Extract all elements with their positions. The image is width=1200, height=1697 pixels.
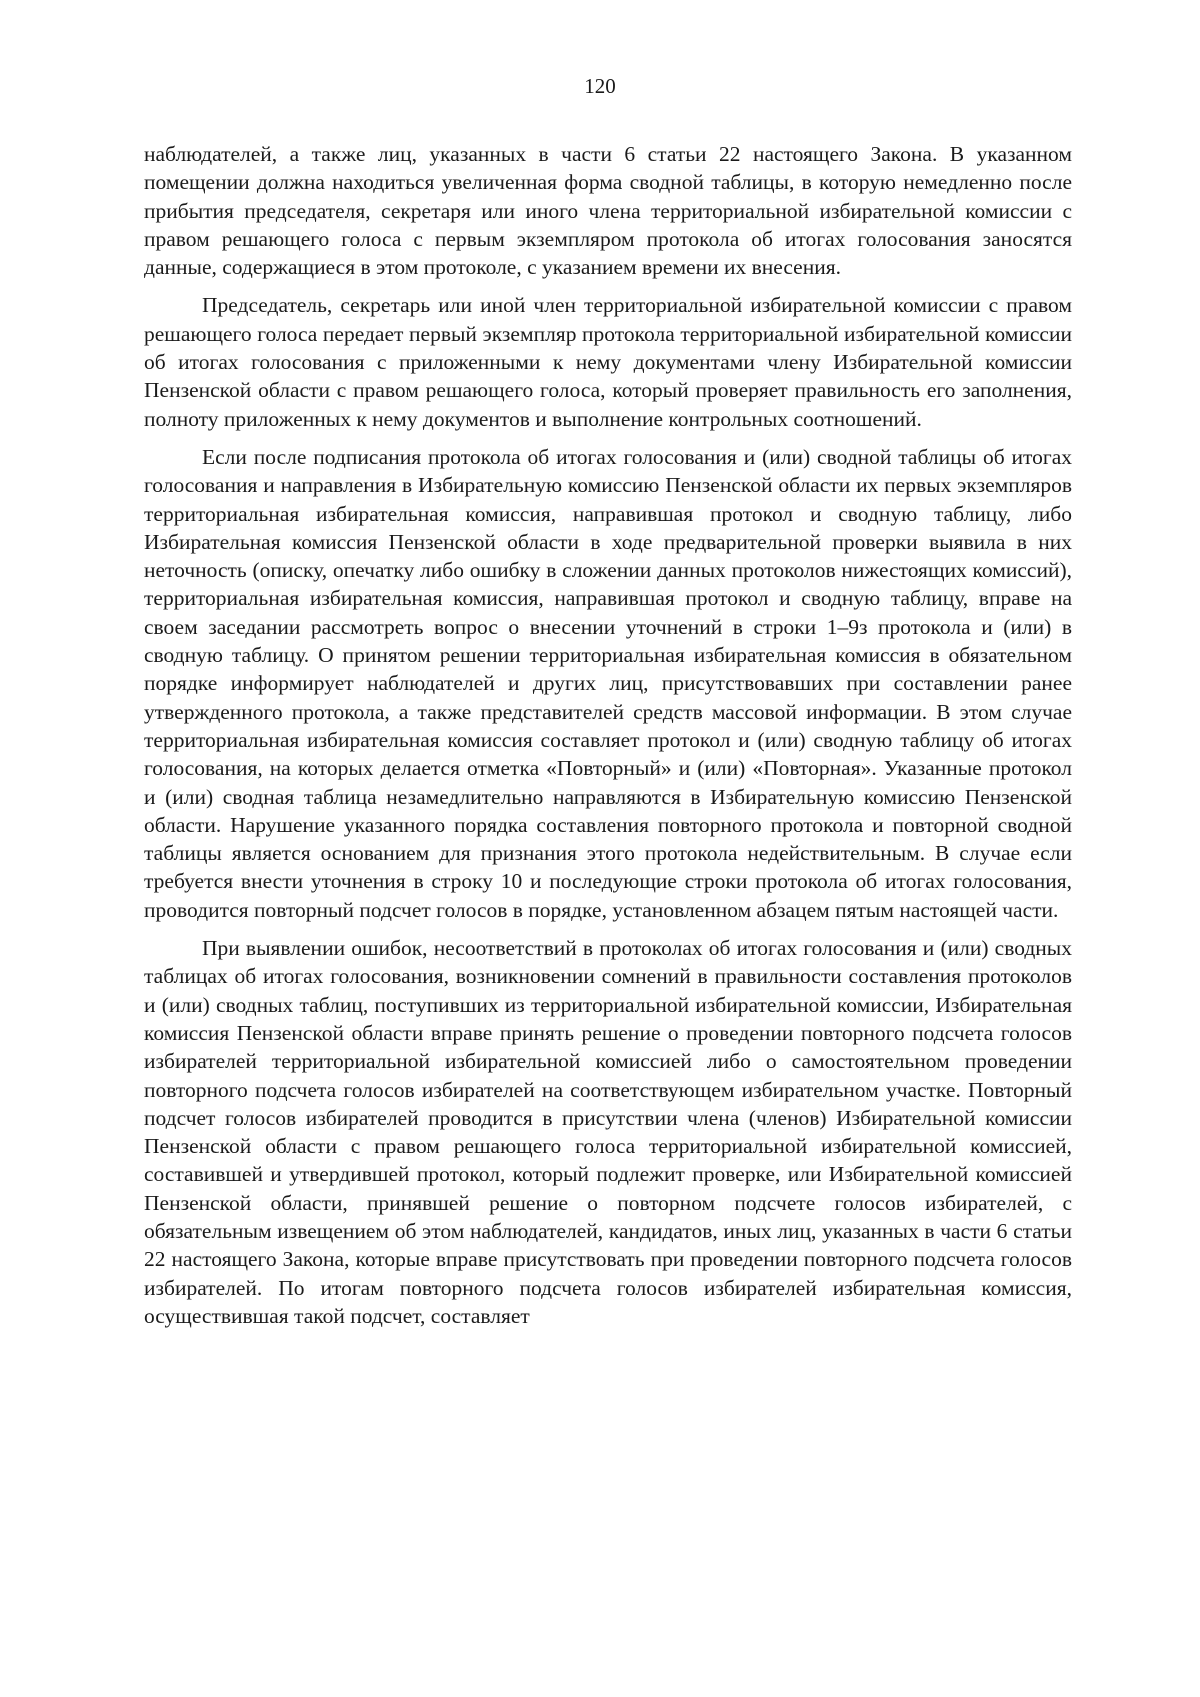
- paragraph: Председатель, секретарь или иной член территориальной избирательной комиссии с правом решающего голоса передает первый экземпляр протокола территориальной избирательной комиссии об итогах голосования с приложенными к нему документами члену Избирательной комиссии Пензенской области с правом решающего голоса, который проверяет правильность его заполнения, полноту приложенных к нему документов и выполнение контрольных соотношений.: [144, 293, 1072, 431]
- page-number: 120: [584, 74, 616, 98]
- paragraph: Если после подписания протокола об итогах голосования и (или) сводной таблицы об итогах голосования и направления в Избирательную комиссию Пензенской области их первых экземпляров территориальная избирательная комиссия, направившая протокол и сводную таблицу, либо Избирательная комиссия Пензенской области в ходе предварительной проверки выявила в них неточность (описку, опечатку либо ошибку в сложении данных протоколов нижестоящих комиссий), территориальная избирательная комиссия, направившая протокол и сводную таблицу, вправе на своем заседании рассмотреть вопрос о внесении уточнений в строки 1–9з протокола и (или) в сводную таблицу. О принятом решении территориальная избирательная комиссия в обязательном порядке информирует наблюдателей и других лиц, присутствовавших при составлении ранее утвержденного протокола, а также представителей средств массовой информации. В этом случае территориальная избирательная комиссия составляет протокол и (или) сводную таблицу об итогах голосования, на которых делается отметка «Повторный» и (или) «Повторная». Указанные протокол и (или) сводная таблица незамедлительно направляются в Избирательную комиссию Пензенской области. Нарушение указанного порядка составления повторного протокола и повторной сводной таблицы является основанием для признания этого протокола недействительным. В случае если требуется внести уточнения в строку 10 и последующие строки протокола об итогах голосования, проводится повторный подсчет голосов в порядке, установленном абзацем пятым настоящей части.: [144, 444, 1072, 922]
- paragraph-continuation: наблюдателей, а также лиц, указанных в части 6 статьи 22 настоящего Закона. В указанном помещении должна находиться увеличенная форма сводной таблицы, в которую немедленно после прибытия председателя, секретаря или иного члена территориальной избирательной комиссии с правом решающего голоса с первым экземпляром протокола об итогах голосования заносятся данные, содержащиеся в этом протоколе, с указанием времени их внесения.: [144, 142, 1072, 280]
- body-text: [144, 140, 1072, 1340]
- paragraph: При выявлении ошибок, несоответствий в протоколах об итогах голосования и (или) сводных таблицах об итогах голосования, возникновении сомнений в правильности составления протоколов и (или) сводных таблиц, поступивших из территориальной избирательной комиссии, Избирательная комиссия Пензенской области вправе принять решение о проведении повторного подсчета голосов избирателей территориальной избирательной комиссией либо о самостоятельном проведении повторного подсчета голосов избирателей на соответствующем избирательном участке. Повторный подсчет голосов избирателей проводится в присутствии члена (членов) Избирательной комиссии Пензенской области с правом решающего голоса территориальной избирательной комиссией, составившей и утвердившей протокол, который подлежит проверке, или Избирательной комиссией Пензенской области, принявшей решение о повторном подсчете голосов избирателей, с обязательным извещением об этом наблюдателей, кандидатов, иных лиц, указанных в части 6 статьи 22 настоящего Закона, которые вправе присутствовать при проведении повторного подсчета голосов избирателей. По итогам повторного подсчета голосов избирателей избирательная комиссия, осуществившая такой подсчет, составляет: [144, 936, 1072, 1328]
